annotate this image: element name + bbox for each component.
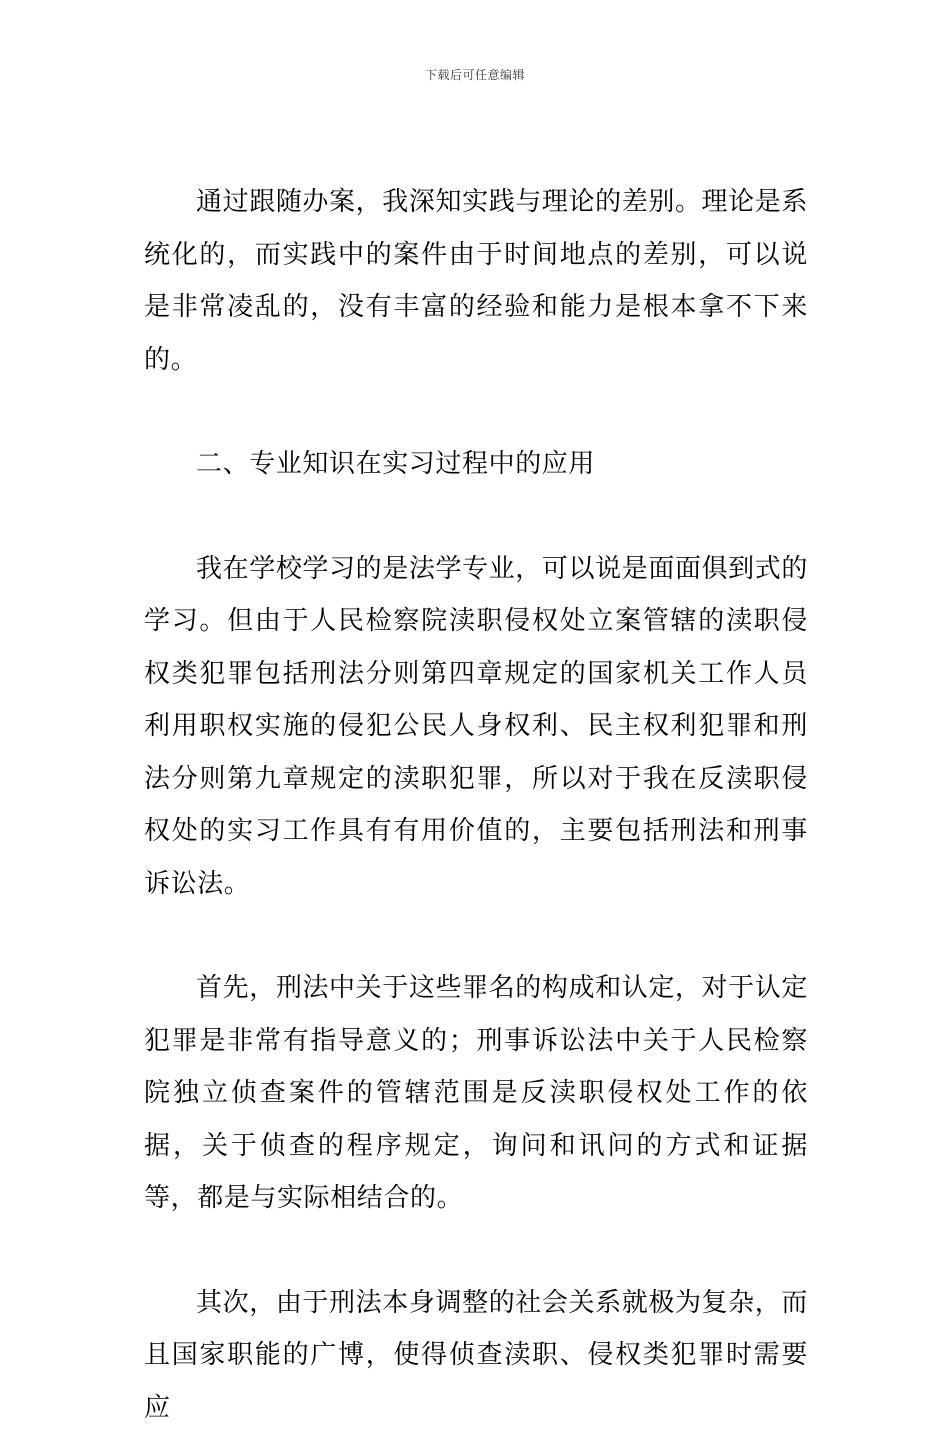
document-body <box>144 176 808 1434</box>
paragraph-gap <box>144 910 808 962</box>
paragraph-gap <box>144 491 808 543</box>
header-note: 下载后可任意编辑 <box>0 66 950 83</box>
section-heading: 二、专业知识在实习过程中的应用 <box>144 438 808 491</box>
paragraph-practice-theory: 通过跟随办案，我深知实践与理论的差别。理论是系统化的，而实践中的案件由于时间地点的差别，可以说是非常凌乱的，没有丰富的经验和能力是根本拿不下来的。 <box>144 176 808 386</box>
paragraph-law-major: 我在学校学习的是法学专业，可以说是面面俱到式的学习。但由于人民检察院渎职侵权处立案管辖的渎职侵权类犯罪包括刑法分则第四章规定的国家机关工作人员利用职权实施的侵犯公民人身权利、民主权利犯罪和刑法分则第九章规定的渎职犯罪，所以对于我在反渎职侵权处的实习工作具有有用价值的，主要包括刑法和刑事诉讼法。 <box>144 543 808 911</box>
paragraph-second: 其次，由于刑法本身调整的社会关系就极为复杂，而且国家职能的广博，使得侦查渎职、侵权类犯罪时需要应 <box>144 1277 808 1434</box>
paragraph-gap <box>144 386 808 438</box>
paragraph-first: 首先，刑法中关于这些罪名的构成和认定，对于认定犯罪是非常有指导意义的；刑事诉讼法中关于人民检察院独立侦查案件的管辖范围是反渎职侵权处工作的依据，关于侦查的程序规定，询问和讯问的方式和证据等，都是与实际相结合的。 <box>144 962 808 1225</box>
paragraph-gap <box>144 1225 808 1277</box>
